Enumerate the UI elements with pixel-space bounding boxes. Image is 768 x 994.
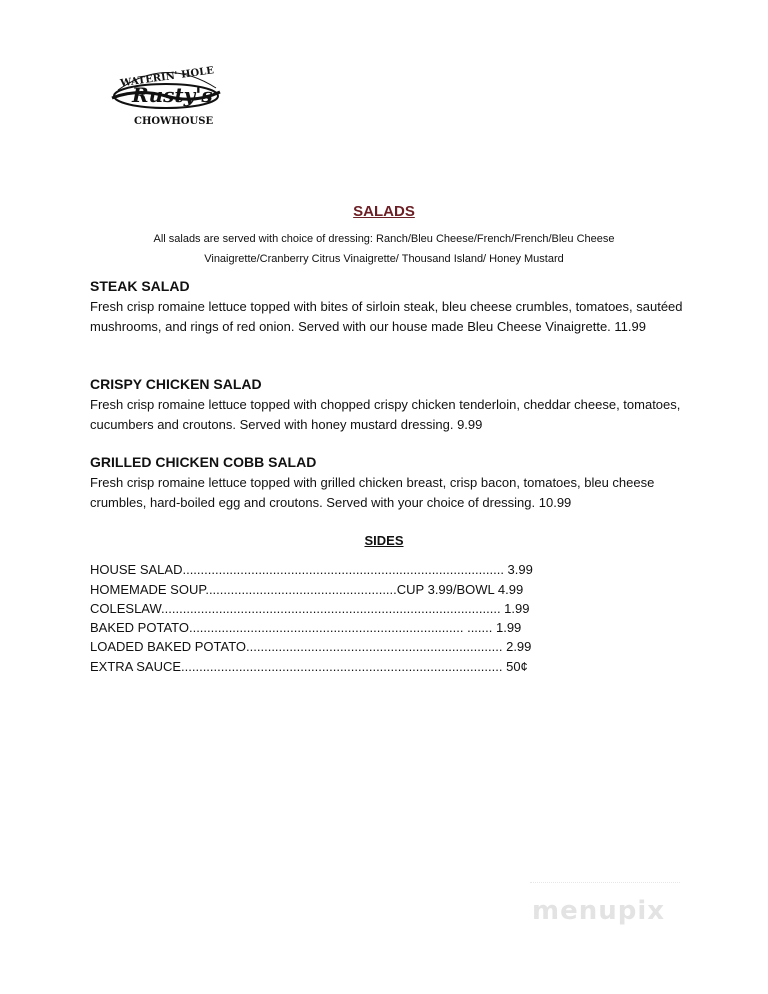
item-name: GRILLED CHICKEN COBB SALAD [90, 454, 317, 470]
sides-heading: SIDES [364, 533, 404, 548]
side-coleslaw: COLESLAW.............................................................................................. 1.99 [90, 601, 530, 616]
item-description: Fresh crisp romaine lettuce topped with chopped crispy chicken tenderloin, cheddar cheese, tomatoes, cucumbers and croutons. Served with honey mustard dressing. 9.99 [90, 397, 681, 432]
side-homemade-soup: HOMEMADE SOUP.....................................................CUP 3.99/BOWL 4.99 [90, 582, 524, 597]
menupix-watermark: menupix [532, 896, 666, 926]
item-name: STEAK SALAD [90, 278, 190, 294]
logo-bottom-text: CHOWHOUSE [134, 116, 214, 127]
watermark-divider [530, 882, 680, 887]
logo-top-text: WATERIN' HOLE [119, 65, 215, 90]
restaurant-logo [108, 58, 224, 130]
item-name: CRISPY CHICKEN SALAD [90, 376, 262, 392]
logo-script-text: Rusty's [132, 83, 213, 107]
item-description: Fresh crisp romaine lettuce topped with bites of sirloin steak, bleu cheese crumbles, tomatoes, sautéed mushrooms, and rings of red onion. Served with our house made Bleu Cheese Vinaigrette. 11.99 [90, 299, 683, 334]
item-description: Fresh crisp romaine lettuce topped with grilled chicken breast, crisp bacon, tomatoes, bleu cheese crumbles, hard-boiled egg and croutons. Served with your choice of dressing. 10.99 [90, 475, 655, 510]
side-house-salad: HOUSE SALAD......................................................................................... 3.99 [90, 562, 533, 577]
dressing-note-line-1: All salads are served with choice of dressing: Ranch/Bleu Cheese/French/French/Bleu Cheese [153, 233, 615, 245]
dressing-note-line-2: Vinaigrette/Cranberry Citrus Vinaigrette/ Thousand Island/ Honey Mustard [204, 253, 564, 265]
dressing-note [60, 229, 708, 269]
side-loaded-baked-potato: LOADED BAKED POTATO....................................................................... 2.99 [90, 639, 532, 654]
side-extra-sauce: EXTRA SAUCE......................................................................................... 50¢ [90, 659, 528, 674]
menu-item-steak-salad [90, 276, 690, 336]
side-baked-potato: BAKED POTATO............................................................................ ....... 1.99 [90, 620, 522, 635]
svg-text:Rusty's [131, 83, 213, 107]
salads-heading: SALADS [353, 203, 415, 220]
menu-item-crispy-chicken-salad [90, 374, 690, 434]
svg-text:CHOWHOUSE [134, 116, 213, 127]
menu-item-grilled-chicken-cobb-salad [90, 452, 690, 512]
